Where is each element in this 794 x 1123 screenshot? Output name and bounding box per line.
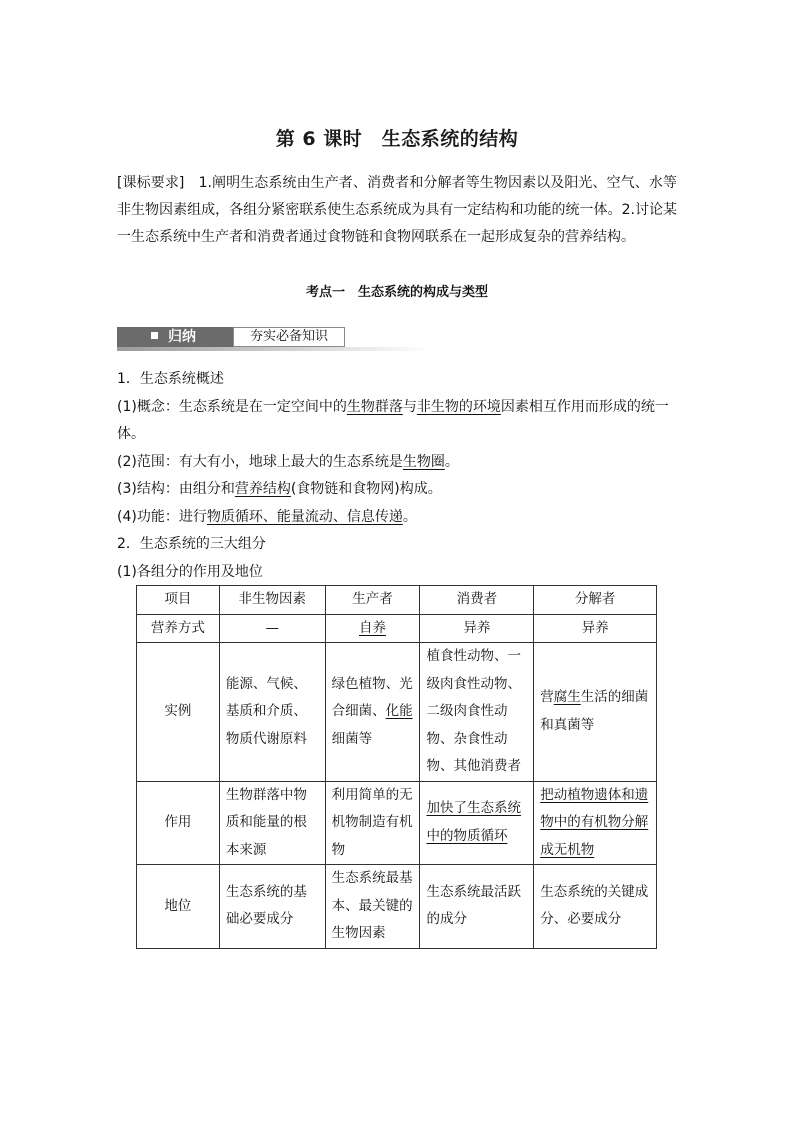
table-row-status: [137, 865, 657, 949]
requirements-tag: [课标要求]: [117, 175, 185, 191]
curriculum-requirements: [117, 170, 677, 251]
row-label: 地位: [137, 865, 220, 949]
answer-blank: 生物圈: [402, 453, 445, 470]
table-cell: 生态系统最活跃的成分: [420, 865, 534, 949]
answer-blank: 营养结构: [234, 481, 291, 497]
answer-blank: 自养: [359, 619, 387, 636]
summary-banner: [117, 325, 431, 351]
table-cell: —: [219, 614, 325, 643]
banner-dark-block: [117, 327, 233, 347]
table-cell: 异养: [420, 614, 534, 643]
answer-blank: 把动植物遗体和遗物中的有机物分解成无机物: [540, 786, 649, 858]
table-header-row: [137, 586, 657, 615]
text-run: (1)概念：生态系统是在一定空间中的: [117, 398, 347, 415]
table-cell: 生态系统最基本、最关键的生物因素: [325, 865, 420, 949]
text-run: 与: [402, 398, 417, 415]
table-cell: 能源、气候、基质和介质、物质代谢原料: [219, 643, 325, 782]
section-heading: 考点一 生态系统的构成与类型: [305, 285, 488, 300]
text-run: 。: [444, 453, 459, 470]
text-run: 细菌等: [331, 730, 373, 747]
row-label: 营养方式: [137, 614, 220, 643]
answer-blank: 生物群落: [346, 398, 403, 415]
text-run: 绿色植物、光合细菌、: [331, 675, 413, 719]
text-run: 生活的细菌和真菌等: [540, 689, 649, 733]
table-cell: 异养: [534, 614, 657, 643]
answer-blank: 物质循环、能量流动、信息传递: [206, 508, 403, 525]
point-1-scope: [117, 449, 682, 477]
table-cell: 生态系统的基础必要成分: [219, 865, 325, 949]
text-run: (2)范围：有大有小，地球上最大的生态系统是: [117, 453, 403, 470]
table-cell: [534, 781, 657, 865]
answer-blank: 非生物的环境: [416, 398, 501, 415]
header-cell: 项目: [137, 586, 220, 615]
table-cell: 生物群落中物质和能量的根本来源: [219, 781, 325, 865]
banner-rule: [117, 347, 431, 351]
point-1-structure: [117, 476, 682, 504]
requirements-text: 1.阐明生态系统由生产者、消费者和分解者等生物因素以及阳光、空气、水等非生物因素组成，各组分紧密联系使生态系统成为具有一定结构和功能的统一体。2.讨论某一生态系统中生产者和消费者通过食物链和食物网联系在一起形成复杂的营养结构。: [117, 175, 677, 245]
table-cell: [420, 781, 534, 865]
header-cell: 消费者: [420, 586, 534, 615]
point-1-title: 1．生态系统概述: [117, 371, 224, 387]
header-cell: 非生物因素: [219, 586, 325, 615]
banner-dark-label: 归纳: [168, 329, 196, 345]
point-2-subtitle: (1)各组分的作用及地位: [117, 563, 263, 580]
text-run: (4)功能：进行: [117, 508, 207, 525]
row-label: 作用: [137, 781, 220, 865]
text-run: (食物链和食物网)构成。: [290, 481, 442, 497]
point-2-title: 2．生态系统的三大组分: [117, 536, 266, 552]
components-table: [136, 585, 657, 949]
banner-light-label: 夯实必备知识: [233, 327, 345, 347]
header-cell: 生产者: [325, 586, 420, 615]
table-cell: 利用简单的无机物制造有机物: [325, 781, 420, 865]
point-1-concept: [117, 394, 682, 449]
row-label: 实例: [137, 643, 220, 782]
table-cell: 植食性动物、一级肉食性动物、二级肉食性动物、杂食性动物、其他消费者: [420, 643, 534, 782]
square-bullet-icon: [151, 332, 158, 339]
answer-blank: 化能: [385, 703, 413, 719]
point-1-function: [117, 504, 682, 532]
table-cell: [325, 614, 420, 643]
table-cell: 生态系统的关键成分、必要成分: [534, 865, 657, 949]
text-run: 因素相互作用而形成的统一体。: [117, 398, 669, 442]
page-title: 第 6 课时 生态系统的结构: [275, 128, 519, 150]
text-run: 营: [540, 689, 554, 706]
text-run: (3)结构：由组分和: [117, 481, 235, 497]
table-cell: [534, 643, 657, 782]
table-row-example: [137, 643, 657, 782]
header-cell: 分解者: [534, 586, 657, 615]
table-cell: [325, 643, 420, 782]
table-row-nutrition: [137, 614, 657, 643]
answer-blank: 加快了生态系统中的物质循环: [426, 800, 521, 844]
answer-blank: 腐生: [553, 689, 581, 706]
content-body: [117, 366, 682, 586]
table-row-role: [137, 781, 657, 865]
text-run: 。: [402, 508, 417, 525]
